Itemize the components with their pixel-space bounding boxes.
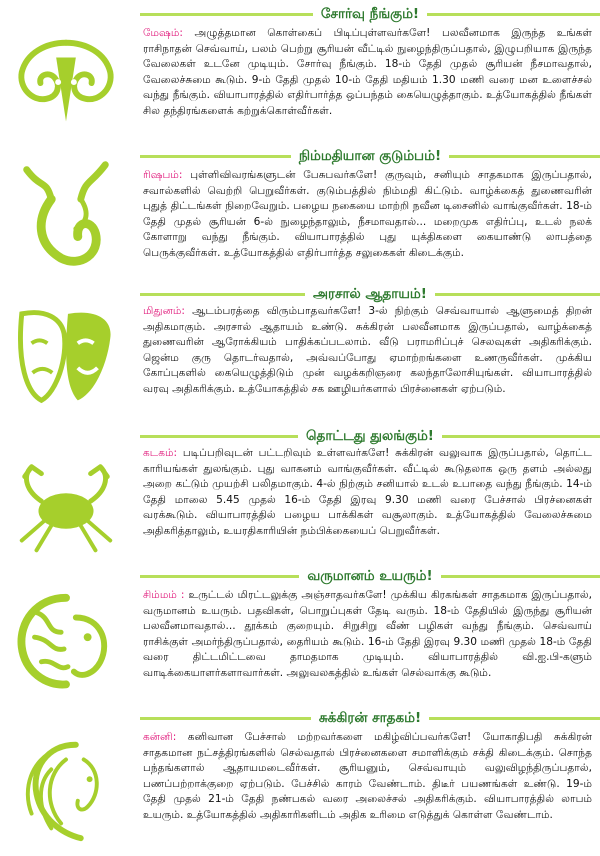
section-body: சிம்மம் : உருட்டல் மிரட்டலுக்கு அஞ்சாதவர்களே! முக்கிய கிரகங்கள் சாதகமாக இருப்பதால், வருமானம் உயரும். பதவிகள், பொறுப்புகள் தேடி வரும். 18-ம் தேதியில் இருந்து சூரியன் பலவீனமாவதால்... தூக்கம் குறையும். சிறுசிறு வீண் பழிகள் வந்து நீங்கும். செவ்வாய் ராசிக்குள் அமர்ந்திருப்பதால், தைரியம் கூடும். 16-ம் தேதி இரவு 9.30 மணி முதல் 18-ம் தேதி வரை திட்டமிட்டவை தாமதமாக முடியும். வியாபாரத்தில் வி.ஐ.பி-களும் வாடிக்கையாளர்களாவார்கள். அலுவலகத்தில் உங்கள் செல்வாக்கு கூடும். bbox=[143, 589, 592, 679]
crab-icon bbox=[6, 452, 126, 560]
section-heading: சுக்கிரன் சாதகம்! bbox=[140, 708, 600, 728]
section-heading: தொட்டது துலங்கும்! bbox=[140, 426, 600, 446]
section-simmam bbox=[0, 566, 600, 706]
section-kanni bbox=[0, 708, 600, 856]
section-kadagam bbox=[0, 424, 600, 574]
theatre-masks-icon bbox=[6, 304, 126, 412]
section-rishabam bbox=[0, 142, 600, 284]
section-body: கன்னி: கனிவான பேச்சால் மற்றவர்களை மகிழ்விப்பவர்களே! யோகாதிபதி சுக்கிரன் சாதகமான நட்சத்திரங்களில் செல்வதால் பிரச்னைகளை சமாளிக்கும் சக்தி கிடைக்கும். சொந்த பந்தங்களால் ஆதாயமடைவீர்கள். சூரியனும், செவ்வாயும் வலுவிழந்திருப்பதால், பணப்பற்றாக்குறை ஏற்படும். பேச்சில் காரம் வேண்டாம். திடீர் பயணங்கள் உண்டு. 19-ம் தேதி முதல் 21-ம் தேதி நண்பகல் வரை அலைச்சல் அதிகரிக்கும். வியாபாரத்தில் லாபம் உயரும். உத்யோகத்தில் அதிகாரிகளிடம் அதிக உரிமை எடுத்துக் கொள்ள வேண்டாம். bbox=[143, 731, 592, 821]
section-body: மிதுனம்: ஆடம்பரத்தை விரும்பாதவர்களே! 3-ல் நிற்கும் செவ்வாயால் ஆளுமைத் திறன் அதிகமாகும். அரசால் ஆதாயம் உண்டு. சுக்கிரன் பலவீனமாக இருப்பதால், வாழ்க்கைத் துணைவரின் ஆரோக்கியம் பாதிக்கப்படலாம். வீடு பராமரிப்புச் செலவுகள் அதிகரிக்கும். ஜென்ம குரு தொடர்வதால், அவ்வப்போது ஏமாற்றங்களை உணருவீர்கள். முக்கிய கோப்புகளில் கையெழுத்திடும் முன் வழக்கறிஞரை கலந்தாலோசியுங்கள். வியாபாரத்தில் வரவு அதிகரிக்கும். உத்யோகத்தில் சக ஊழியர்களால் பிரச்னைகள் ஏற்படும். bbox=[143, 305, 592, 395]
section-mithunam bbox=[0, 284, 600, 424]
lion-icon bbox=[6, 588, 126, 696]
section-body: ரிஷபம்: புள்ளிவிவரங்களுடன் பேசுபவர்களே! குருவும், சனியும் சாதகமாக இருப்பதால், சவால்களில் வெற்றி பெறுவீர்கள். குடும்பத்தில் நிம்மதி கிட்டும். வாழ்க்கைத் துணைவரின் புதுத் திட்டங்கள் நிறைவேறும். பழைய நகையை மாற்றி நவீன டிசைனில் வாங்குவீர்கள். 18-ம் தேதி முதல் சூரியன் 6-ல் நுழைந்தாலும், நீசமாவதால்... மறைமுக எதிர்ப்பு, உடல் நலக் கோளாறு வந்து நீங்கும். வியாபாரத்தில் புது யுக்திகளை கையாண்டு லாபத்தை பெருக்குவீர்கள். உத்யோகத்தில் எதிர்பார்த்த சலுகைகள் கிடைக்கும். bbox=[143, 169, 592, 259]
virgo-maiden-icon bbox=[6, 730, 126, 848]
section-heading: வருமானம் உயரும்! bbox=[140, 566, 600, 586]
section-heading: நிம்மதியான குடும்பம்! bbox=[140, 146, 600, 166]
section-heading: சோர்வு நீங்கும்! bbox=[140, 4, 600, 24]
section-mesham bbox=[0, 0, 600, 142]
section-heading: அரசால் ஆதாயம்! bbox=[140, 284, 600, 304]
ram-icon bbox=[6, 28, 126, 126]
bull-icon bbox=[6, 150, 126, 278]
section-body: கடகம்: படிப்பறிவுடன் பட்டறிவும் உள்ளவர்களே! சுக்கிரன் வலுவாக இருப்பதால், தொட்ட காரியங்கள் துலங்கும். புது வாகனம் வாங்குவீர்கள். வீட்டில் கூடுதலாக ஒரு தளம் அல்லது அறை கட்டும் முயற்சி பலிதமாகும். 4-ல் நிற்கும் சனியால் உடல் உபாதை வந்து நீங்கும். 14-ம் தேதி மாலை 5.45 முதல் 16-ம் தேதி இரவு 9.30 மணி வரை பேச்சால் பிரச்னைகள் வரக்கூடும். வியாபாரத்தில் பழைய பாக்கிகள் வசூலாகும். உத்யோகத்தில் வேலைச்சுமை அதிகரித்தாலும், உயரதிகாரியின் நம்பிக்கையைப் பெறுவீர்கள். bbox=[143, 447, 592, 537]
section-body: மேஷம்: அழுத்தமான கொள்கைப் பிடிப்புள்ளவர்களே! பலவீனமாக இருந்த உங்கள் ராசிநாதன் செவ்வாய், பலம் பெற்று சூரியன் வீட்டில் நுழைந்திருப்பதால், இழுபறியாக இருந்த வேலைகள் உடனே முடியும். சோர்வு நீங்கும். 18-ம் தேதி முதல் சூரியன் நீசமாவதால், வேலைச்சுமை கூடும். 9-ம் தேதி முதல் 10-ம் தேதி மதியம் 1.30 மணி வரை மன உளைச்சல் வந்து நீங்கும். வியாபாரத்தில் எதிர்பார்த்த ஒப்பந்தம் கையெழுத்தாகும். உத்யோகத்தில் நீங்கள் சில தந்திரங்களைக் கற்றுக்கொள்வீர்கள். bbox=[143, 27, 592, 117]
